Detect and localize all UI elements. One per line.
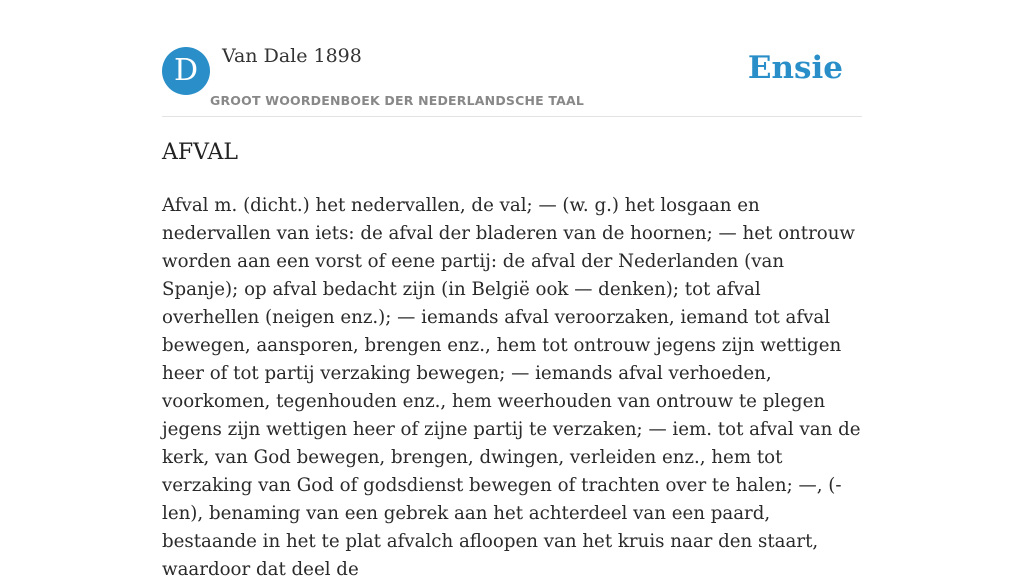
dictionary-source-title[interactable]: Van Dale 1898 <box>222 45 362 67</box>
site-header <box>162 0 862 117</box>
dictionary-source-subtitle: GROOT WOORDENBOEK DER NEDERLANDSCHE TAAL <box>210 93 585 108</box>
entry-definition: Afval m. (dicht.) het nedervallen, de val; — (w. g.) het losgaan en nedervallen van iets: de afval der bladeren van de hoornen; — het ontrouw worden aan een vorst of eene partij: de afval der Nederlanden (van Spanje); op afval bedacht zijn (in België ook — denken); tot afval overhellen (neigen enz.); — iemands afval veroorzaken, iemand tot afval bewegen, aansporen, brengen enz., hem tot ontrouw jegens zijn wettigen heer of tot partij verzaking bewegen; — iemands afval verhoeden, voorkomen, tegenhouden enz., hem weerhouden van ontrouw te plegen jegens zijn wettigen heer of zijne partij te verzaken; — iem. tot afval van de kerk, van God bewegen, brengen, dwingen, verleiden enz., hem tot verzaking van God of godsdienst bewegen of trachten over te halen; —, (-len), benaming van een gebrek aan het achterdeel van een paard, bestaande in het te plat afvalch afloopen van het kruis naar den staart, waardoor dat deel de <box>162 195 861 580</box>
brand-logo-link[interactable]: Ensie <box>747 50 843 86</box>
dictionary-logo-badge[interactable]: D <box>162 47 210 95</box>
entry-headword: AFVAL <box>162 140 239 165</box>
